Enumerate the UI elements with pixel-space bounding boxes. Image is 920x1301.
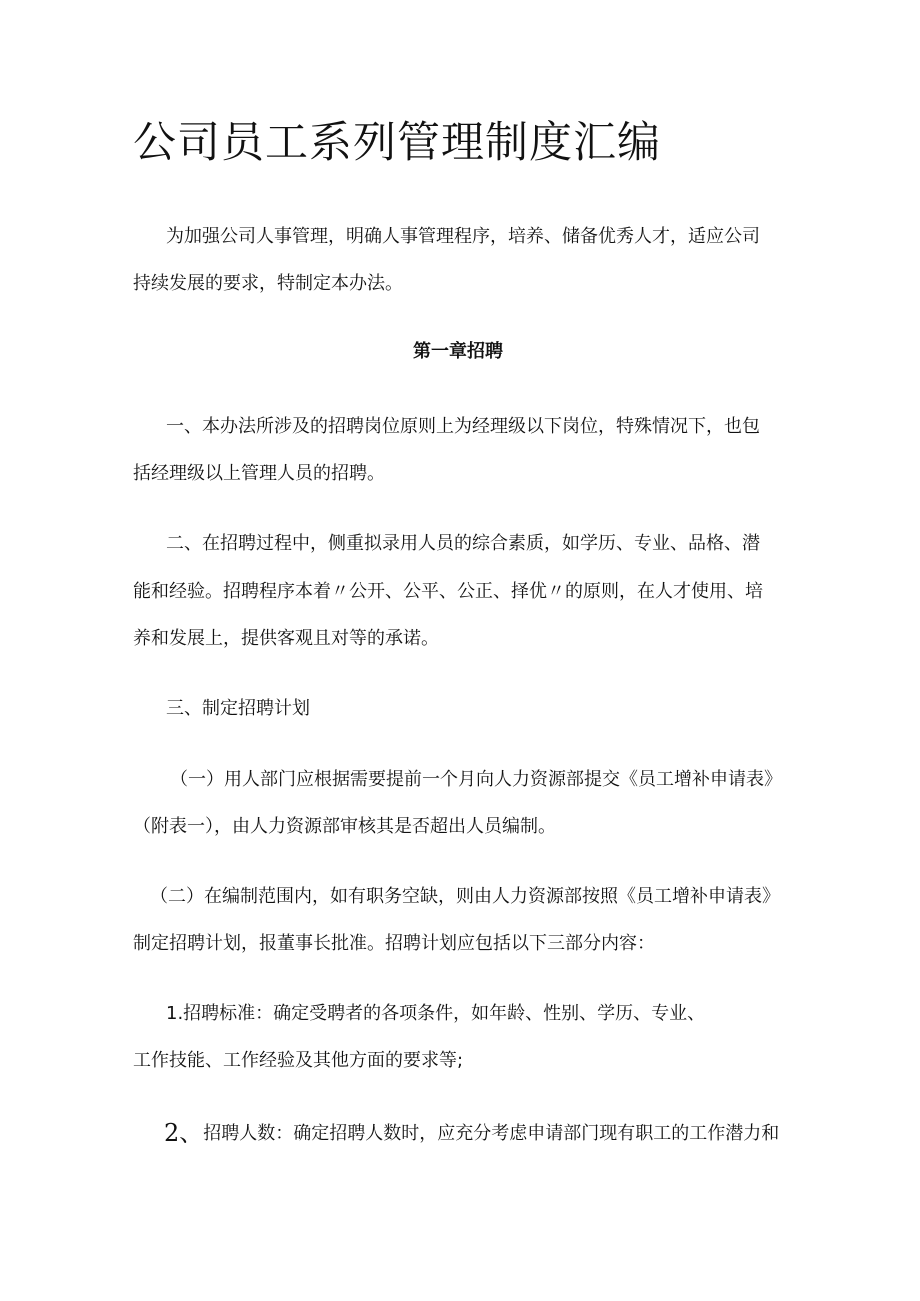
sub-1-line-1: （一）用人部门应根据需要提前一个月向人力资源部提交《员工增补申请表》 [170, 769, 782, 790]
item-2-number: 2、 [164, 1119, 204, 1147]
item-1-line-2: 工作技能、工作经验及其他方面的要求等; [133, 1050, 464, 1071]
section-2-line-3: 养和发展上，提供客观且对等的承诺。 [133, 628, 439, 649]
section-1-line-2: 括经理级以上管理人员的招聘。 [133, 463, 385, 484]
section-3-heading: 三、制定招聘计划 [166, 698, 310, 719]
section-2-line-1: 二、在招聘过程中，侧重拟录用人员的综合素质，如学历、专业、品格、潜 [166, 533, 760, 554]
chapter-heading: 第一章招聘 [413, 341, 503, 362]
sub-2-line-1: （二）在编制范围内，如有职务空缺，则由人力资源部按照《员工增补申请表》 [150, 886, 780, 907]
sub-2-line-2: 制定招聘计划，报董事长批准。招聘计划应包括以下三部分内容： [133, 933, 655, 954]
sub-1-line-2: （附表一），由人力资源部审核其是否超出人员编制。 [133, 816, 556, 837]
section-1-line-1: 一、本办法所涉及的招聘岗位原则上为经理级以下岗位，特殊情况下，也包 [166, 416, 760, 437]
section-2-line-2: 能和经验。招聘程序本着〃公开、公平、公正、择优〃的原则，在人才使用、培 [133, 581, 763, 602]
item-2-line-1 [164, 1118, 779, 1149]
intro-line-1: 为加强公司人事管理，明确人事管理程序，培养、储备优秀人才，适应公司 [166, 226, 760, 247]
item-2-text: 招聘人数：确定招聘人数时，应充分考虑申请部门现有职工的工作潜力和 [203, 1123, 780, 1144]
item-1-line-1: 1.招聘标准：确定受聘者的各项条件，如年龄、性别、学历、专业、 [166, 1003, 706, 1024]
document-title: 公司员工系列管理制度汇编 [133, 118, 661, 168]
intro-line-2: 持续发展的要求，特制定本办法。 [133, 273, 403, 294]
